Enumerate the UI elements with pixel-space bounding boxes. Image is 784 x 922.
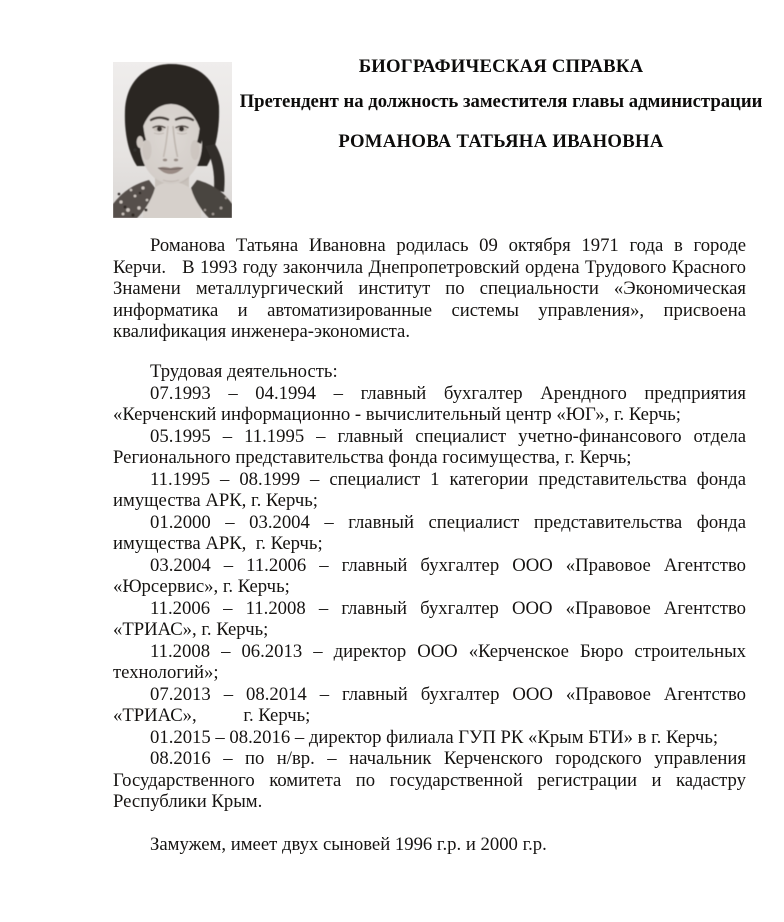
career-entry: 07.2013 – 08.2014 – главный бухгалтер ООО «Правовое Агентство «ТРИАС», г. Керчь; — [113, 683, 746, 726]
header-titles — [232, 56, 770, 153]
position-subtitle: Претендент на должность заместителя главы администрации — [239, 91, 763, 112]
intro-paragraph: Романова Татьяна Ивановна родилась 09 октября 1971 года в городе Керчи. В 1993 году закончила Днепропетровский ордена Трудового Красного Знамени металлургический институт по специальности «Экономическая информатика и автоматизированные системы управления», присвоена квалификация инженера-экономиста. — [113, 235, 746, 342]
career-entry: 11.2006 – 11.2008 – главный бухгалтер ООО «Правовое Агентство «ТРИАС», г. Керчь; — [113, 597, 746, 640]
document-body — [113, 235, 746, 856]
document-header — [0, 0, 784, 218]
career-entry: 11.2008 – 06.2013 – директор ООО «Керченское Бюро строительных технологий»; — [113, 640, 746, 683]
document-title: БИОГРАФИЧЕСКАЯ СПРАВКА — [358, 56, 644, 77]
career-entry: 01.2015 – 08.2016 – директор филиала ГУП РК «Крым БТИ» в г. Керчь; — [150, 726, 719, 748]
career-entry: 07.1993 – 04.1994 – главный бухгалтер Арендного предприятия «Керченский информационно - вычислительный центр «ЮГ», г. Керчь; — [113, 382, 746, 425]
portrait-photo-image — [113, 62, 232, 218]
career-entry: 05.1995 – 11.1995 – главный специалист учетно-финансового отдела Регионального представительства фонда госимущества, г. Керчь; — [113, 425, 746, 468]
portrait-photo — [113, 62, 232, 218]
career-entry: 08.2016 – по н/вр. – начальник Керченского городского управления Государственного комитета по государственной регистрации и кадастру Республики Крым. — [113, 748, 746, 812]
career-entry: 01.2000 – 03.2004 – главный специалист представительства фонда имущества АРК, г. Керчь; — [113, 511, 746, 554]
person-name: РОМАНОВА ТАТЬЯНА ИВАНОВНА — [338, 131, 664, 152]
family-status-paragraph: Замужем, имеет двух сыновей 1996 г.р. и 2000 г.р. — [150, 834, 547, 855]
career-entry: 03.2004 – 11.2006 – главный бухгалтер ООО «Правовое Агентство «Юрсервис», г. Керчь; — [113, 554, 746, 597]
career-section-heading: Трудовая деятельность: — [150, 361, 338, 382]
career-entry: 11.1995 – 08.1999 – специалист 1 категории представительства фонда имущества АРК, г. Керчь; — [113, 468, 746, 511]
